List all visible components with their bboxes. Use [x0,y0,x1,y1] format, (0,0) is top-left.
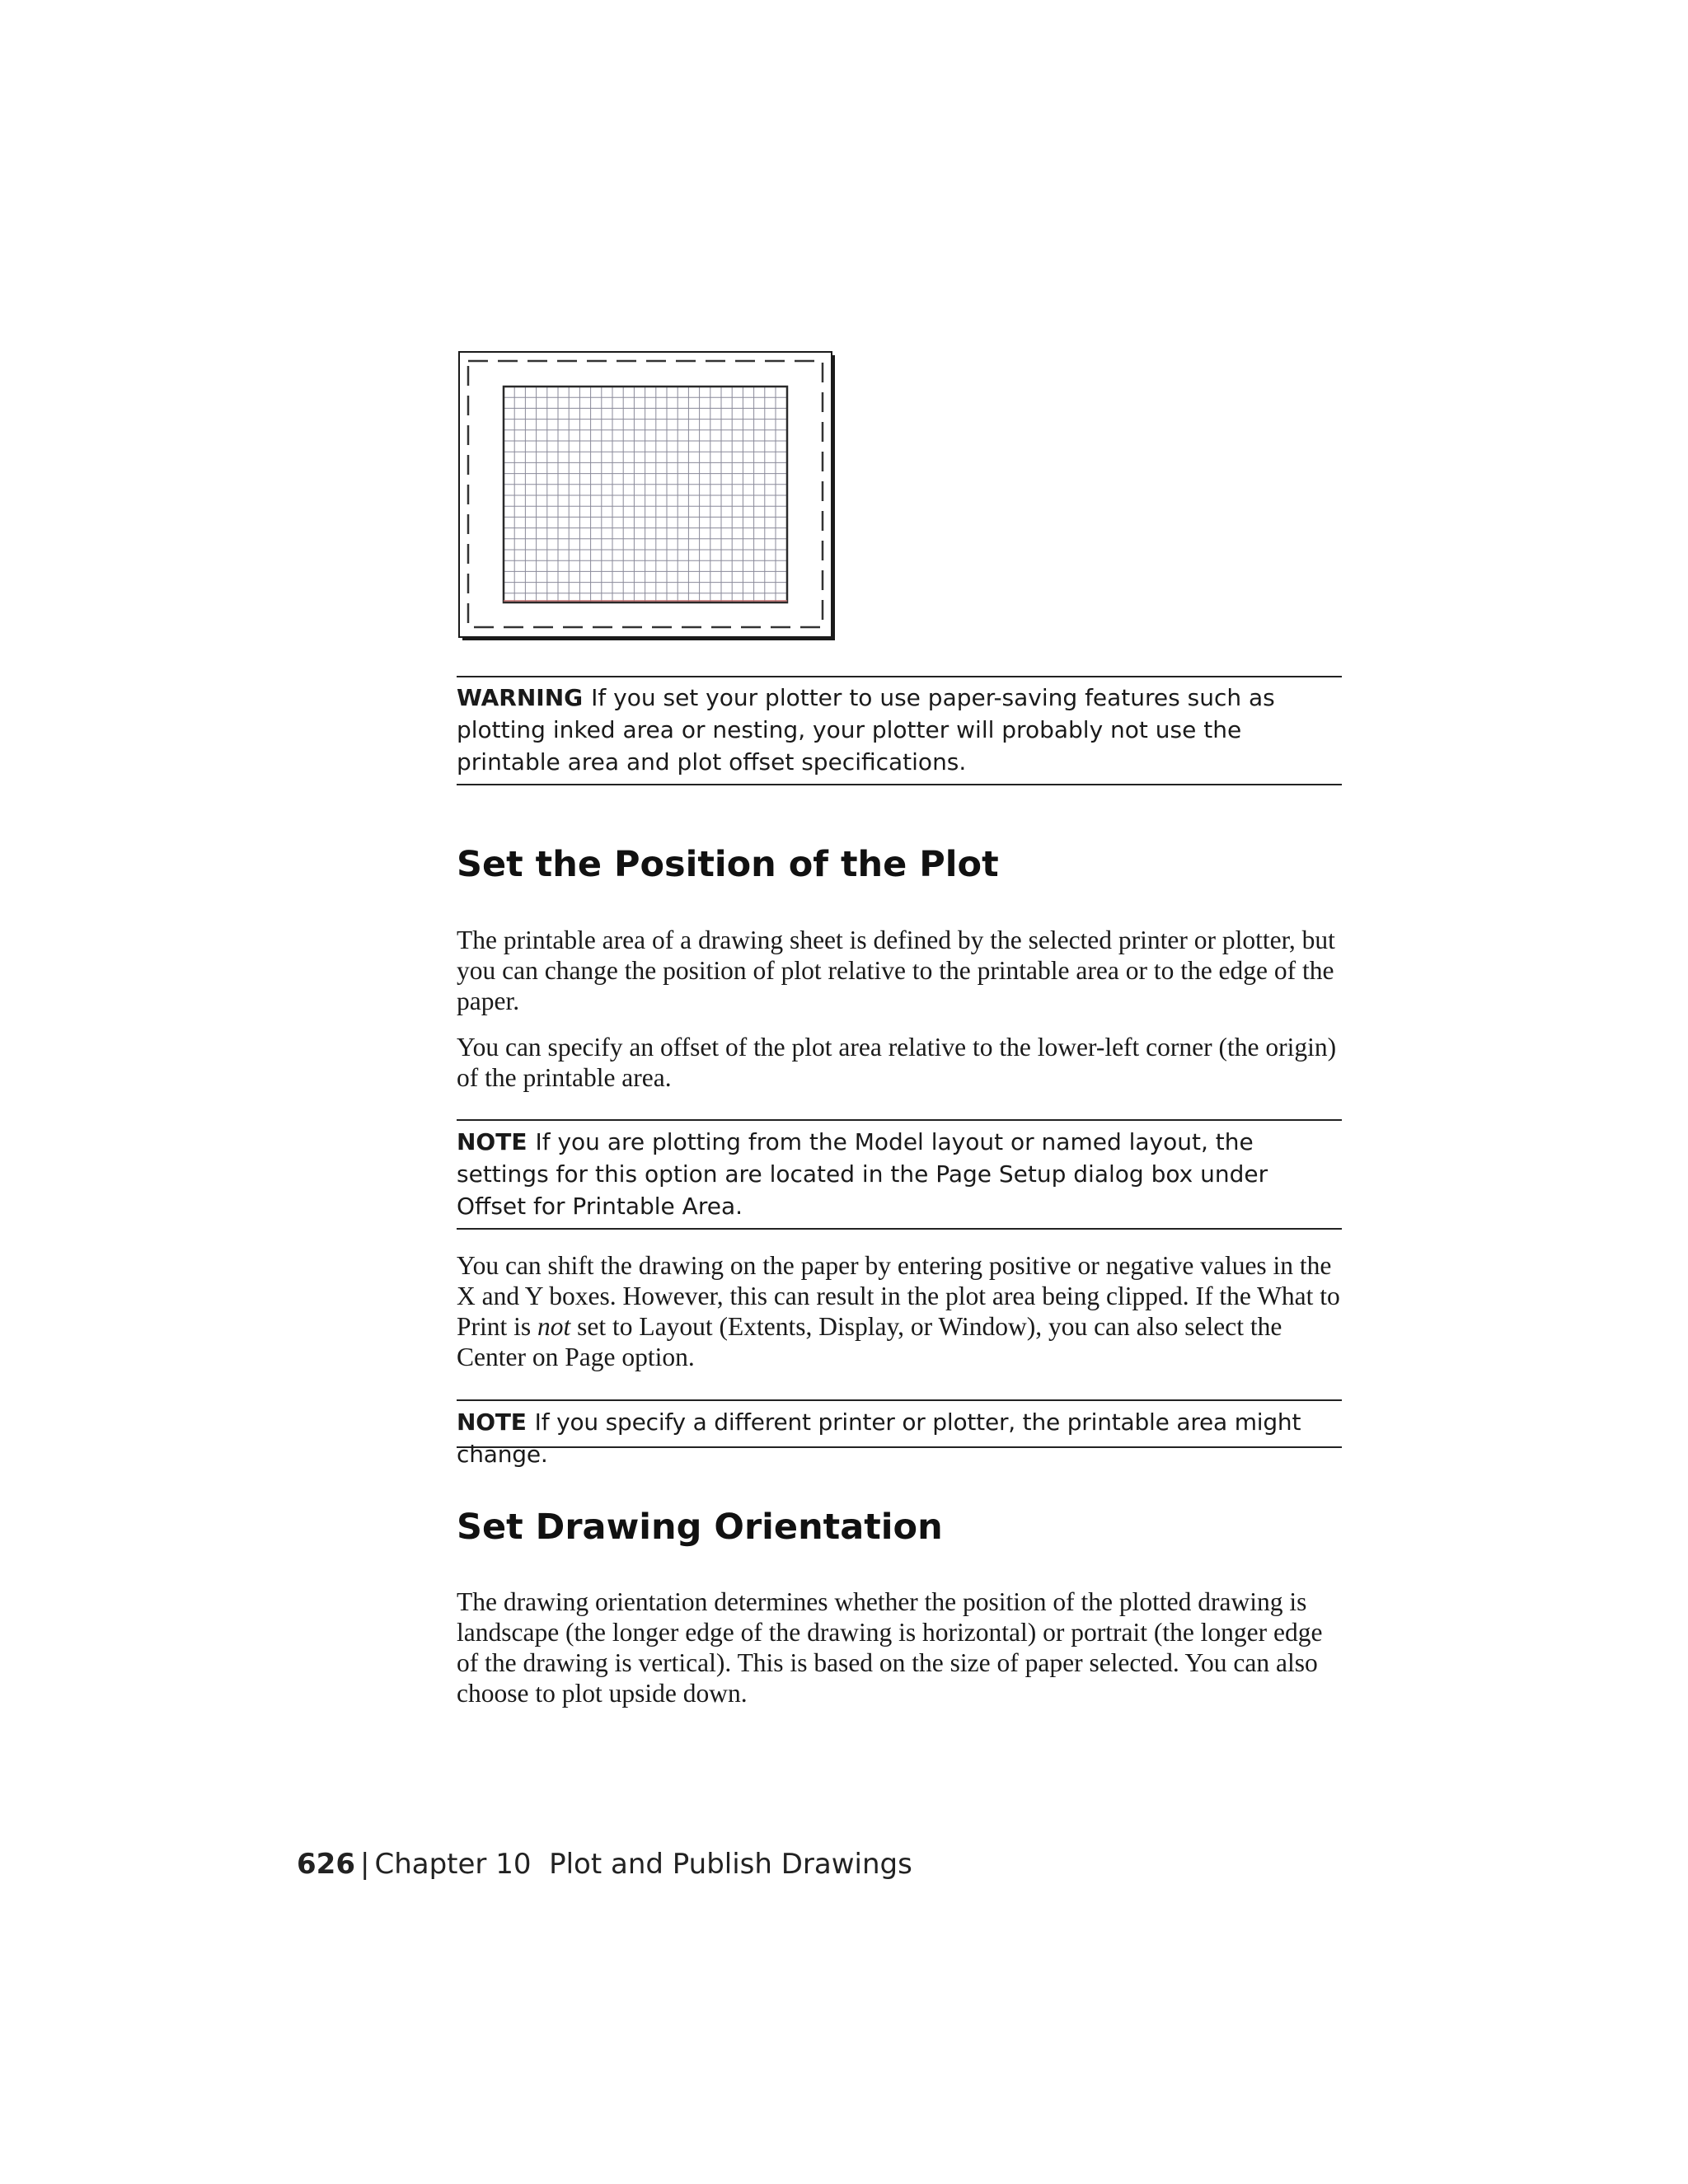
page-footer [297,1846,912,1882]
warning-text: If you set your plotter to use paper-saving features such as plotting inked area or nesting, your plotter will probably not use the printable area and plot offset specifications. [457,684,1275,776]
note-label: NOTE [457,1128,528,1155]
paragraph-printable-area: The printable area of a drawing sheet is defined by the selected printer or plotter, but you can change the position of plot relative to the printable area or to the edge of the paper. [457,926,1335,1015]
note-box-printer-change [457,1399,1342,1468]
section-heading-orientation: Set Drawing Orientation [457,1507,943,1548]
section-heading-position: Set the Position of the Plot [457,844,999,885]
note-label: NOTE [457,1408,527,1436]
note-text: If you are plotting from the Model layout or named layout, the settings for this option are located in the Page Setup dialog box under Offset for Printable Area. [457,1128,1268,1220]
page-number: 626 [297,1848,355,1881]
note-box-model-layout [457,1119,1342,1230]
paragraph-shift-drawing [457,1250,1343,1372]
paragraph-orientation: The drawing orientation determines whether the position of the plotted drawing is landscape (the longer edge of the drawing is horizontal) or portrait (the longer edge of the drawing is vertical). This is based on the size of paper selected. You can also choose to plot upside down. [457,1587,1323,1708]
paragraph-text: set to Layout (Extents, Display, or Window), you can also select the Center on Page option. [457,1312,1282,1371]
paragraph-offset: You can specify an offset of the plot area relative to the lower-left corner (the origin) of the printable area. [457,1033,1337,1092]
warning-label: WARNING [457,684,584,711]
plot-area-illustration [458,351,837,643]
emphasis-not: not [537,1312,571,1341]
warning-box [457,676,1342,785]
footer-chapter-title: Plot and Publish Drawings [549,1848,912,1881]
note-text: If you specify a different printer or plotter, the printable area might change. [457,1408,1301,1468]
paragraph-text: You can shift the drawing on the paper by entering positive or negative values in the X and Y boxes. However, this can result in the plot area being clipped. If the What to Print is [457,1251,1340,1341]
footer-chapter: Chapter 10 [374,1848,532,1881]
footer-separator: | [359,1848,370,1881]
